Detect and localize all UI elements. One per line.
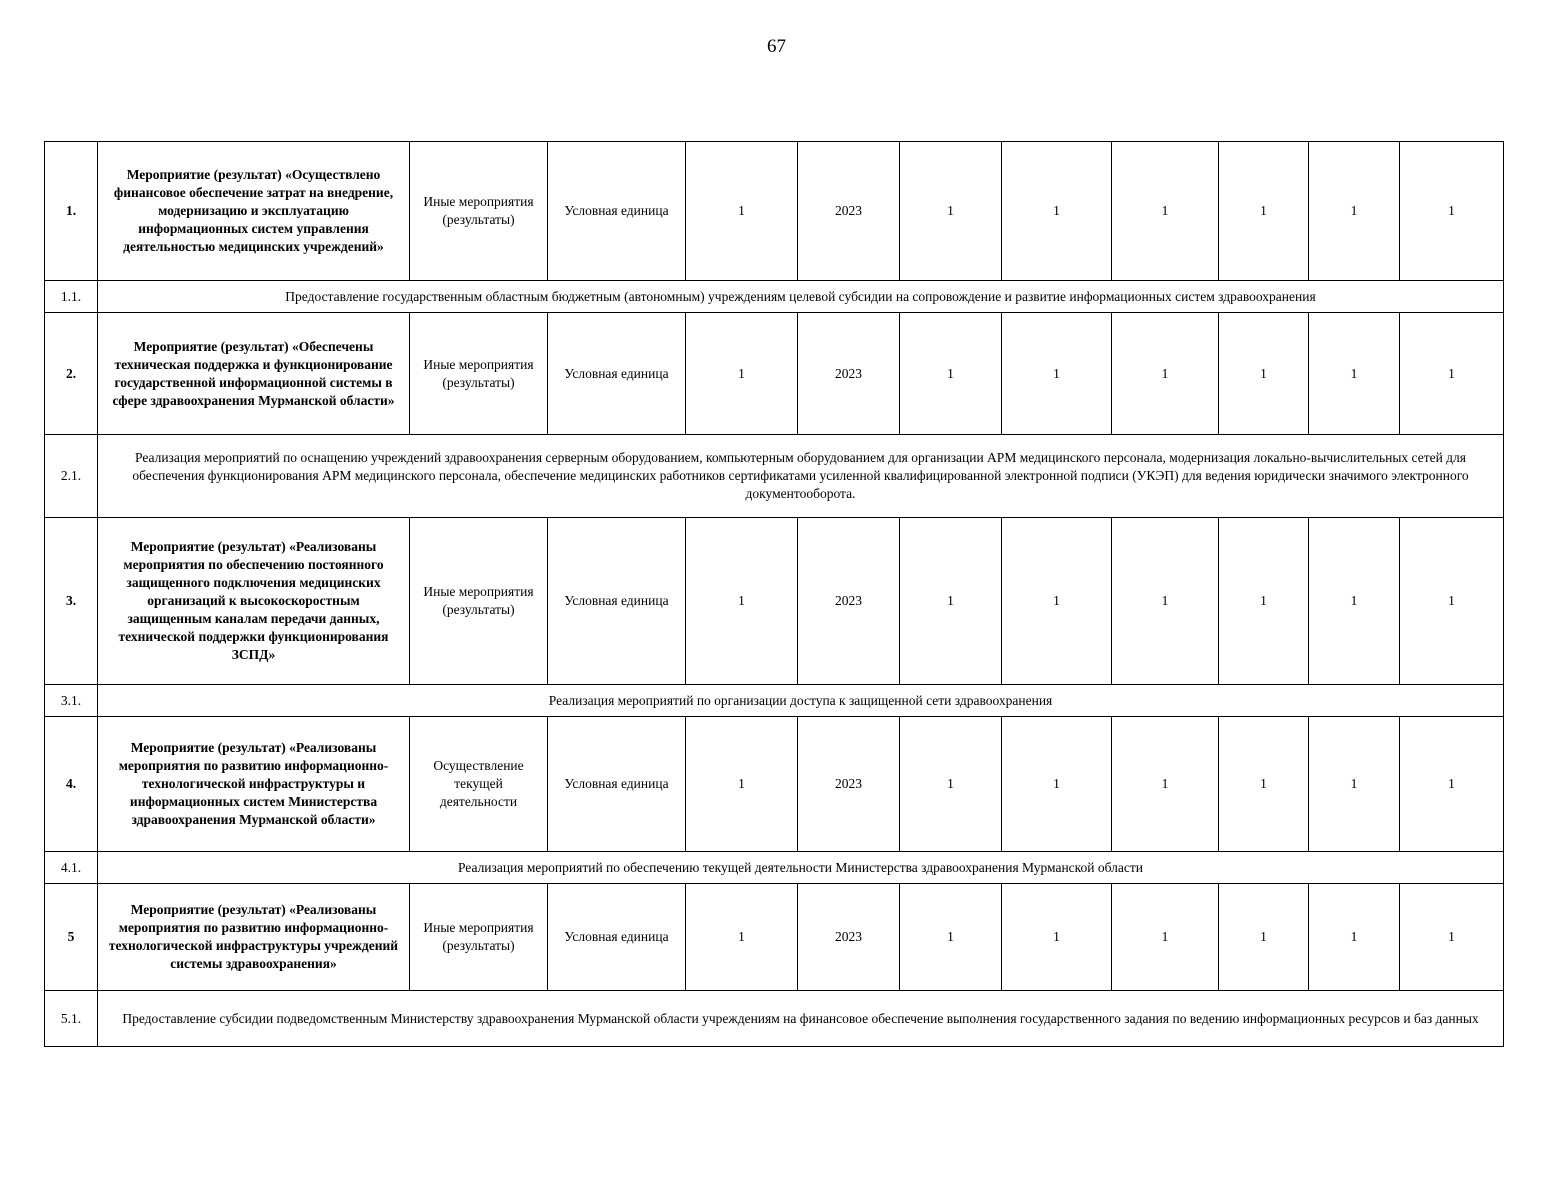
year-value: 1 [1219,142,1309,281]
year-value: 1 [900,518,1002,685]
row-number: 2. [45,313,98,435]
measure-title: Мероприятие (результат) «Реализованы мероприятия по развитию информационно-технологической инфраструктуры учреждений системы здравоохранения» [98,884,410,991]
measure-title: Мероприятие (результат) «Реализованы мероприятия по развитию информационно-технологической инфраструктуры и информационных систем Министерства здравоохранения Мурманской области» [98,717,410,852]
base-value: 1 [686,717,798,852]
year-value: 1 [1400,717,1504,852]
year-value: 1 [900,313,1002,435]
measure-unit: Условная единица [548,313,686,435]
base-year: 2023 [798,142,900,281]
row-number: 1. [45,142,98,281]
base-value: 1 [686,313,798,435]
year-value: 1 [900,717,1002,852]
table-row [45,685,1504,717]
table-row [45,717,1504,852]
row-number: 4. [45,717,98,852]
base-value: 1 [686,142,798,281]
table-row [45,313,1504,435]
year-value: 1 [1112,884,1219,991]
year-value: 1 [1112,717,1219,852]
row-number: 1.1. [45,281,98,313]
measure-type: Осуществление текущей деятельности [410,717,548,852]
year-value: 1 [900,142,1002,281]
table-row [45,518,1504,685]
year-value: 1 [1309,142,1400,281]
year-value: 1 [1002,313,1112,435]
measures-table [44,141,1504,1047]
base-value: 1 [686,884,798,991]
measure-title: Мероприятие (результат) «Реализованы мероприятия по обеспечению постоянного защищенного подключения медицинских организаций к высокоскоростным защищенным каналам передачи данных, технической поддержки функционирования ЗСПД» [98,518,410,685]
action-description: Реализация мероприятий по обеспечению текущей деятельности Министерства здравоохранения Мурманской области [98,852,1504,884]
page-number: 67 [767,36,786,57]
base-year: 2023 [798,717,900,852]
measure-type: Иные мероприятия (результаты) [410,313,548,435]
action-description: Реализация мероприятий по оснащению учреждений здравоохранения серверным оборудованием, компьютерным оборудованием для организации АРМ медицинского персонала, модернизация локально-вычислительных сетей для обеспечения функционирования АРМ медицинского персонала, обеспечение медицинских работников сертификатами усиленной квалифицированной электронной подписи (УКЭП) для ведения юридически значимого электронного документооборота. [98,435,1504,518]
measure-unit: Условная единица [548,884,686,991]
measure-type: Иные мероприятия (результаты) [410,518,548,685]
year-value: 1 [1400,518,1504,685]
table-row [45,884,1504,991]
row-number: 5.1. [45,991,98,1047]
table-row [45,142,1504,281]
table-row [45,852,1504,884]
measure-type: Иные мероприятия (результаты) [410,142,548,281]
year-value: 1 [1002,884,1112,991]
action-description: Предоставление субсидии подведомственным Министерству здравоохранения Мурманской области учреждениям на финансовое обеспечение выполнения государственного задания по ведению информационных ресурсов и баз данных [98,991,1504,1047]
year-value: 1 [1219,518,1309,685]
year-value: 1 [1400,313,1504,435]
base-value: 1 [686,518,798,685]
base-year: 2023 [798,518,900,685]
year-value: 1 [1219,313,1309,435]
measure-unit: Условная единица [548,518,686,685]
measure-title: Мероприятие (результат) «Осуществлено финансовое обеспечение затрат на внедрение, модернизацию и эксплуатацию информационных систем управления деятельностью медицинских учреждений» [98,142,410,281]
year-value: 1 [1112,518,1219,685]
year-value: 1 [1309,717,1400,852]
year-value: 1 [1112,142,1219,281]
year-value: 1 [1400,142,1504,281]
base-year: 2023 [798,884,900,991]
row-number: 3.1. [45,685,98,717]
row-number: 3. [45,518,98,685]
measure-unit: Условная единица [548,717,686,852]
year-value: 1 [1112,313,1219,435]
year-value: 1 [1219,884,1309,991]
year-value: 1 [1309,313,1400,435]
year-value: 1 [1002,717,1112,852]
action-description: Предоставление государственным областным бюджетным (автономным) учреждениям целевой субсидии на сопровождение и развитие информационных систем здравоохранения [98,281,1504,313]
year-value: 1 [1400,884,1504,991]
year-value: 1 [1002,142,1112,281]
year-value: 1 [900,884,1002,991]
row-number: 4.1. [45,852,98,884]
base-year: 2023 [798,313,900,435]
year-value: 1 [1002,518,1112,685]
measure-title: Мероприятие (результат) «Обеспечены техническая поддержка и функционирование государственной информационной системы в сфере здравоохранения Мурманской области» [98,313,410,435]
row-number: 2.1. [45,435,98,518]
measure-type: Иные мероприятия (результаты) [410,884,548,991]
row-number: 5 [45,884,98,991]
table-row [45,281,1504,313]
action-description: Реализация мероприятий по организации доступа к защищенной сети здравоохранения [98,685,1504,717]
year-value: 1 [1219,717,1309,852]
year-value: 1 [1309,884,1400,991]
year-value: 1 [1309,518,1400,685]
measure-unit: Условная единица [548,142,686,281]
table-row [45,991,1504,1047]
table-row [45,435,1504,518]
